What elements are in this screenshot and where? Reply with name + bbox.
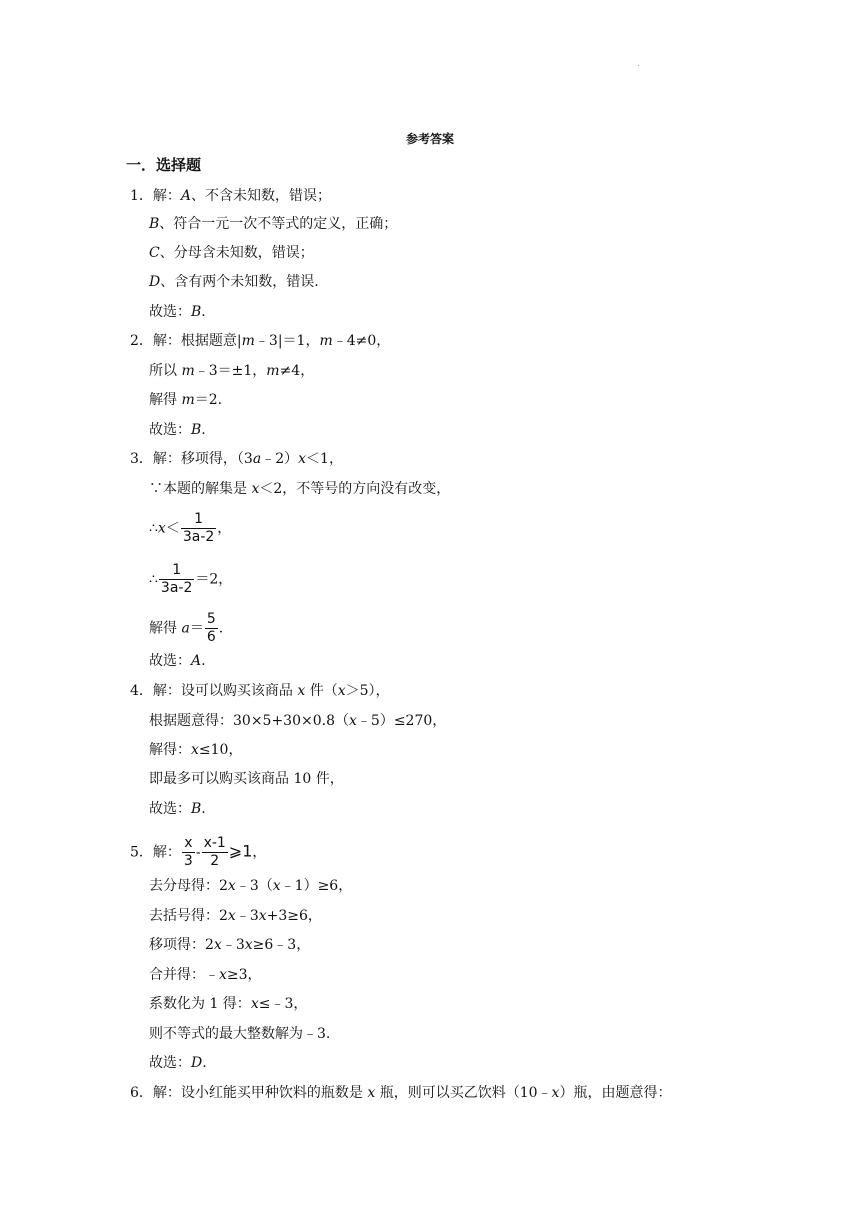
q3-line-2: ∵本题的解集是 x＜2，不等号的方向没有改变， xyxy=(149,481,451,497)
q3-line-4: ∴ $\frac{1}{3a-2}$ ＝2， xyxy=(149,562,233,596)
q1-line-1: 1．解：A、不含未知数，错误； xyxy=(130,188,332,204)
q3-line-1: 3．解：移项得，（3a﹣2）x＜1， xyxy=(130,451,343,467)
header-mark: . xyxy=(637,58,640,69)
q2-line-2: 所以 m﹣3＝±1，m≠4， xyxy=(149,363,315,379)
q4-line-3: 解得：x≤10， xyxy=(149,742,243,758)
q4-line-1: 4．解：设可以购买该商品 x 件（x＞5）， xyxy=(130,683,390,699)
q4-number: 4． xyxy=(130,683,153,699)
q2-line-1: 2．解：根据题意|m﹣3|＝1，m﹣4≠0， xyxy=(130,333,391,349)
q5-answer: 故选：D. xyxy=(149,1055,207,1071)
q5-line-3: 去括号得：2x﹣3x+3≥6， xyxy=(149,908,322,924)
q5-line-5: 合并得：﹣x≥3， xyxy=(149,967,262,983)
q5-line-4: 移项得：2x﹣3x≥6﹣3， xyxy=(149,937,311,953)
q1-line-4: D、含有两个未知数，错误. xyxy=(149,274,319,290)
fraction-1-over-3a-2: $\frac{1}{3a-2}$ xyxy=(160,562,193,596)
q5-line-6: 系数化为 1 得：x≤﹣3， xyxy=(149,996,308,1012)
q1-line-3: C、分母含未知数，错误； xyxy=(149,245,314,261)
q5-number: 5． xyxy=(130,844,153,861)
page-title: 参考答案 xyxy=(405,132,454,146)
q4-line-2: 根据题意得：30×5+30×0.8（x﹣5）≤270， xyxy=(149,713,447,729)
q4-line-4: 即最多可以购买该商品 10 件， xyxy=(149,771,344,787)
fraction-x-1-over-2: $\frac{x-1}{2}$ xyxy=(203,835,226,869)
q3-answer: 故选：A. xyxy=(149,653,206,669)
q3-number: 3． xyxy=(130,451,153,467)
fraction-5-over-6: $\frac{5}{6}$ xyxy=(206,611,216,645)
q2-answer: 故选：B. xyxy=(149,422,206,438)
q5-line-2: 去分母得：2x﹣3（x﹣1）≥6， xyxy=(149,878,353,894)
q5-line-7: 则不等式的最大整数解为﹣3. xyxy=(149,1026,331,1042)
q2-number: 2． xyxy=(130,333,153,349)
q1-number: 1． xyxy=(130,188,153,204)
fraction-1-over-3a-2: $\frac{1}{3a-2}$ xyxy=(182,511,215,545)
q2-line-3: 解得 m＝2. xyxy=(149,392,223,408)
section-heading: 一．选择题 xyxy=(126,157,202,174)
q4-answer: 故选：B. xyxy=(149,801,206,817)
q3-line-5: 解得 a＝ $\frac{5}{6}$ . xyxy=(149,611,224,645)
q3-line-3: ∴x＜ $\frac{1}{3a-2}$ ， xyxy=(149,511,232,545)
q5-line-1: 5．解： $\frac{x}{3}$ - $\frac{x-1}{2}$ ⩾1， xyxy=(130,835,267,869)
q6-line-1: 6．解：设小红能买甲种饮料的瓶数是 x 瓶，则可以买乙饮料（10﹣x）瓶，由题意得： xyxy=(130,1085,672,1101)
fraction-x-over-3: $\frac{x}{3}$ xyxy=(183,835,193,869)
q6-number: 6． xyxy=(130,1085,153,1101)
q1-answer: 故选：B. xyxy=(149,304,206,320)
q1-line-2: B、符合一元一次不等式的定义，正确； xyxy=(149,216,398,232)
